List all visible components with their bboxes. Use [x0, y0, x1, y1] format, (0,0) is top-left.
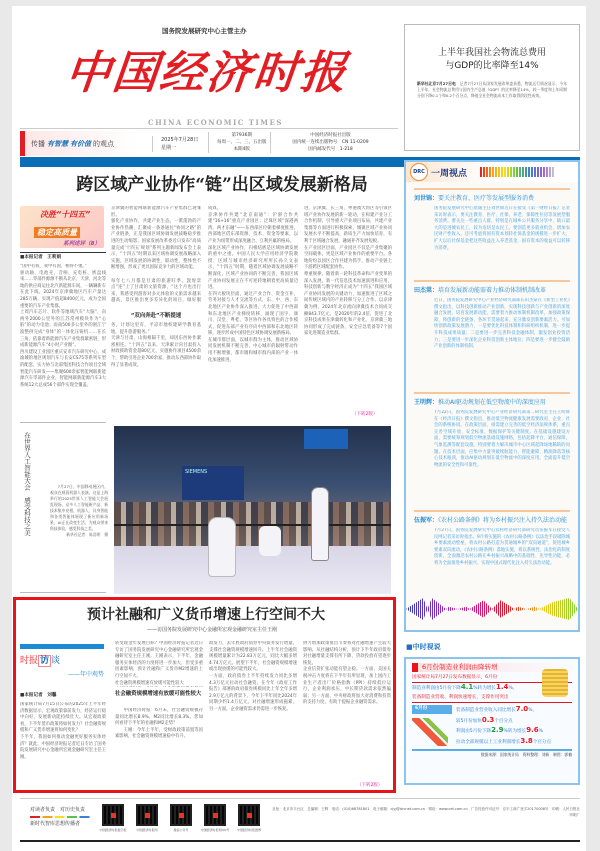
slogan-post: 的观点 — [93, 139, 114, 148]
drc-item-headline: 田杰棠：培育发展新动能需着力推动体制机制改革 — [414, 280, 570, 294]
slogan-banner — [20, 131, 138, 156]
photo-caption: 7月27日，中国移动展区内，观众在观看机器人表演。这是上海举行的2025世界人工智能大会展览现场，众多人工智能新产品、新技术集中亮相，机器人、具身智能和各类智能体展现了新应用新场景，AI正在改变生活，为观众带来科技体验，感受科技之美。 新华社记者 陈浩明 摄 — [50, 484, 108, 537]
info-line1: 国家统计局7月27日发布数据显示，6月份 — [412, 674, 572, 684]
info-title: 6月份制造业利润由降转增 — [412, 663, 572, 672]
info-stat3: 利润由5月份下降2.9%转为增长9.6% — [456, 726, 544, 734]
masthead-logo-en: CHINA ECONOMIC TIMES — [148, 118, 283, 127]
interview-continued[interactable]: （下转2版） — [357, 783, 383, 788]
slogan-wisdom: 有智慧 — [47, 139, 68, 148]
badge-line1: 决胜“十四五” — [40, 210, 91, 219]
qr-code-icon — [136, 804, 158, 826]
info-stat4: 拉动全部规模以上工业利润增长3.8个百分点 — [456, 736, 552, 745]
railing — [114, 524, 391, 526]
qr-code[interactable] — [164, 804, 198, 832]
sponsor-line: 国务院发展研究中心主管主办 — [162, 27, 247, 35]
drc-item[interactable] — [406, 182, 578, 274]
info-stat1: 装备制造业营业收入同比增长7.0%， — [456, 705, 538, 713]
info-month-tag: 6月份 — [412, 705, 452, 714]
drc-item-headline: 刘世锦：要关注教育、医疗等发展型服务消费 — [414, 188, 570, 202]
robot-dog-2 — [259, 526, 281, 556]
interview-tag: 时报 访 谈 ——年中观势 — [20, 644, 104, 686]
lead-col-2-wrap — [111, 206, 201, 418]
page-count: 本期4版 — [233, 147, 250, 152]
badge-line2: 稳定高质量 — [34, 227, 80, 238]
masthead-logo: 中国经济时报 — [62, 46, 351, 99]
motto-1: 对读者负责 对历史负责 — [30, 807, 86, 813]
slogan-pre: 传播 — [31, 139, 45, 148]
qr-label: 微信公众号 — [173, 828, 189, 832]
publisher-info — [270, 132, 390, 153]
issue-info — [208, 132, 275, 153]
info-source: 数据来源：国家统计局 资料整理：刘新 制图：郭楠 — [412, 749, 572, 760]
post-code: 国内邮发代号 1-218 — [308, 147, 353, 152]
drc-item-body: 国务院发展研究中心原副主任刘世锦近日在接受《第一财经日报》记者采访时表示，要关注教育、医疗、社保、养老、保障性住房等发展型服务消费。要关注一些重点人群，特别是在城乡公共服务分享中，缺口最大的是进城农民工，较为迫切是农民工。要创造更多就业机会，增加农民财产性收入。还可考虑将国有资本划转社保基金的规模进一步扩大，扩大以后社保基金把这些收益注入养老基金，国有资本的收益可以转移为消费。 — [434, 206, 570, 251]
publisher: 中国经济时报社出版 — [310, 133, 351, 138]
series-badge — [20, 206, 104, 248]
drc-spectrum — [480, 167, 555, 177]
photo-side-title: 在世界人工智能大会 感受科技之美 — [23, 432, 31, 536]
qr-label: 中国经济时报网 — [136, 828, 158, 832]
qr-code[interactable] — [96, 804, 130, 832]
drc-header — [406, 162, 578, 182]
interview-subhead: 社会融资规模增速有放缓可能性较大 — [115, 691, 202, 697]
drc-item-headline: 王明辉：推动AI驱动规划在低空物流中的深度应用 — [414, 392, 570, 406]
badge-line3: 系列述评（8） — [63, 241, 100, 247]
drc-logo: DRC — [410, 163, 428, 181]
lead-col-3: 成效。 京津协作共建“北京南通”：沪浙合作共建“16+16”重点产业园区；泛珠区域“深港两湾，两才东融”——东西部区位朝着梯度推进，西部地区借东部资源、技术、资金等要素，以产业为纽带形成深度融合、互利共赢的格局。 深化区域产业协作，归根结底是区域协调发展的重中之重。中国人民大学应用经济学院教授、区域与城市经济研究所所长孙久文表示，“十四五”时期，随着区域协调发展战略不断深化，区域产业协同的不断完善，我国区域产业协同发展正在不可逆转地朝着更高质量迈进。 在四大板块层面，通过产业合作、资金互补、劳务对接与人才交流等方式，东、中、西、东北地区产业协作深入推进，大力促进了中西部和东北地区产业梯度转移，涌现了国字、颜川、汉堂、粤桂、等区协作各具特色的合作模式，促进东部产业有序向中西部和东北地区转移，逐步形成中国特色区域协调发展新格局。 在城市群层面，以城市群为主体，推动区域协同发展机制不断完善，中心城市的辐射带动作用不断增强，都市圈和城市群内部的产业一体化加速推进。 — [208, 206, 298, 363]
footer-info: 社址：北京市丰台区 总编辑：王辉 电话：(010)68781801 电子邮箱：cjyj@drcnet.com.cn 网址：www.cet.com.cn 广告经营许可证号：京丰工商广登字20170008号 印刷：人民日报社印刷厂 — [272, 807, 580, 817]
weekday: 星期一 — [161, 145, 177, 151]
lead-col-1: “国中有我，我中有国，相得不弛。” 驱动轴、电池壳、音响、充电桩、底盘线束……零部件源源不断从北京、天津、河北等地的供应商运往北汽新能源车间，一辆辆新车在此下线。2024年京津冀地区汽车产量达285万辆，实现产值超8400亿元，成为全国重要的汽车产业集群。 上周汽车芯片、软件等地域汽车“大脑”，向两外2000公里外的江苏常州模块作为“心脏”的动力电池；而南500多公里外的浙江宁波整供完成“身体”的一体化压铸机……在长三角，依靠着新能源汽车产业集群紧密链，形成新能源汽车“4小时产业圈”。 西川建设工业园区重庆安市汽车研究中心，成渝城的地区规划汽车与长安CS75等系列车型的配套，实力协与北部集团科技合作项目全域智能汽车研发——集聚600余家智能网联新能源汽车零部件企业，智能网联新能源汽车3大系统12大总成56个部件实现全覆盖。 — [20, 264, 106, 388]
info-line2: 制造业利润由5月份下降4.1%转为增长1.4%， — [412, 683, 518, 691]
interview-col-2: 转变现金年发展目标？中国经济时报记者近日专访了国务院发展研究中心金融研究所宏观金融研究室主任王刚。王刚表示，下半年，金融服务实体经济的力度将进一步加大，但受多重因素影响，预计社融和广义货币M2增速的上行空间不大。 社会融资规模增速有放缓可能性较大 — [115, 641, 203, 686]
qr-code-icon — [170, 804, 192, 826]
drc-item[interactable] — [406, 274, 578, 386]
interview-byline: ■本报记者 刘馨 — [20, 693, 57, 698]
lead-headline[interactable]: 跨区域产业协作“链”出区域发展新格局 — [76, 175, 368, 195]
qr-label: 中国经济时报数字报 — [99, 828, 127, 832]
footer-rule — [20, 840, 580, 842]
motto-2: 新时代智库思想传播者 — [30, 821, 81, 827]
lead-continued[interactable]: （下转2版） — [352, 412, 378, 417]
info-stat2: 较5月份加快0.3个百分点 — [456, 715, 513, 724]
interview-subtitle: ——访国务院发展研究中心金融所宏观金融研究室主任王刚 — [146, 627, 277, 633]
drc-item-headline: 伍振军：《农村公路条例》将为乡村振兴注入持久法治动能 — [414, 510, 570, 524]
drc-item-body: 近日，国务院发展研究中心产业经济研究部部长田杰棠在《新型工业化》撰文指出，以科技创新推动产业创新，实现科技创新与产业创新的深度融合发展，培育发展新动能，需要着力推动体制机制改革。加强政策保障，将创新的全链条、各环节贯通起来，充分激发创新要素活力。可加快创新政策发展潜力，一是要优化科技体制和科研组织机制，进一步提升科技成果质量；二是要进一步完善科技金融体制，激发创业投资活力；三是要进一步深化企业科技创新主体地位；四是要进一步健全鼓励产业创新的体制机制。 — [434, 298, 570, 350]
lead-subhead: “双向奔赴”不断提速 — [130, 313, 182, 319]
lead-col-2: 京津冀的智能网联新能源汽车产业集群已现雏形。 强化产业协作，共建产业生态。一派蓬勃的产业协作热潮，汇聚成一条条通往“协同之路”的产业链条，正是我国区域协调发展战略稳步推进的生动缩影。国家发展改革委近日发布“高质量完成‘十四五’规划”系列主题新闻发布会上表示，“十四五”时期以来区域协调发展战略深入实施，区域发展的协调性、联动性、整体性不断增强，形成了更具国际竞争力的区域动能。 每年七八月都是甘肃的旅游旺季。敦煌景点“连”上了甘肃的文旅资源，“这个月也出行来，我感受到游客对多元体验的文旅需求越来越高，景区推出更多差异化的项目，做好服务，计划这里有，平凉市地校建研学教育基地，提升旅游服务。” 天津与甘肃，山海相隔千里，却因东西协作紧密相连。“十四五”以来，天津累计向甘肃投入财政援助资金超80亿元，实施协作项目4500余个，帮助引进企业700余家，推动东西部协作取得了显著成效。 — [111, 206, 201, 368]
qr-code[interactable] — [232, 804, 266, 832]
qr-code[interactable] — [198, 804, 232, 832]
infographic[interactable] — [404, 657, 580, 785]
top-news-box[interactable] — [404, 24, 580, 151]
news-photo-robots[interactable] — [114, 426, 391, 594]
issue-number: 第7936期 — [231, 133, 252, 138]
screen — [304, 429, 348, 449]
coin-stack-icon — [542, 669, 568, 697]
newspaper-page — [12, 6, 586, 851]
interview-col-3: 政发力，去年底政府债券中央债务发行增量，支撑社会融资规模增速回升。上半年社会融资规模增量累计为22.83万亿元，同比大幅多增4.74万亿元。展望下半年，社会融资规模增速或出现放缓的可能性较大。 一方面，政府债券上半年持续发力同比多增4.3万亿元拉动社会融资。在今年《政府工作报告》部署的政府债券规模同比上年全年多增2.9万亿元的背景下，今年下半年同比2024年同期少约1.4万亿元，对社融增速形成拖累。另一方面，企业融资需求仍需进一步恢复。 — [209, 641, 297, 712]
date: 2025年7月28日 — [161, 137, 199, 143]
drc-title: 一周视点 — [431, 168, 468, 179]
info-line3: 装备制造业营收、利润快速增长，支撑作用突出 — [412, 694, 572, 704]
schedule: 每周一、二、三、五出版 — [217, 140, 267, 145]
lead-col-4: 进，京津冀、长三角、粤港澳大湾区等引领区域产业协作发展的新一轮动，在构建产业分工合作机制，引导重大产业项目布局，共建产业集群等方面进行积极探索，城镇区域产业协同发展水平不断提高，新质生产力加快培育，有利于区域融合发展，融通补齐发展短板。 在产业园区层面，产业园区不仅是产业集聚的空间载体，更是区域产业协作的重要平台。各地纷纷以园区合作共建为抓手，推动产业链上下游跨区域配套协作。 尊重规律，随着新一轮科技革命和产业变革的深入发展，新一代信息技术加速演进和应用，科技创新与数字经济正成为“十四五”我国区域产业协同发展的关键动力，加速推进了区域之间传统区域内的产业转移与分工合作。以京津冀为例，2024年北京流向津冀技术合同成交额843.7亿元，是2020年的2.4倍，促进了北京科技成果在津冀转化和产业化，京津冀三地协同形成了完成链条，安全应急装备等7个国家先进制造业集群。 — [304, 206, 392, 337]
color-dash-bar — [30, 816, 92, 818]
qr-code-icon — [204, 804, 226, 826]
qr-code-icon — [238, 804, 260, 826]
issue-date — [152, 136, 198, 152]
footer-motto — [30, 806, 92, 828]
booth-sign: SIEMENS — [182, 466, 244, 500]
qr-code[interactable] — [130, 804, 164, 832]
top-news-title: 上半年我国社会物流总费用 与GDP的比率降至14% — [437, 48, 546, 71]
qr-code-row — [96, 804, 266, 832]
interview-col-2b: 中国经济时报：6月末，社会融资规模存量同比增长8.9%，M2同比增长8.3%。您如何看待下半年的社融和M2走势？ 王刚：今年上半年，受财政政策前置等因素影响，社会融资规模增速稳中有升。 — [115, 708, 203, 740]
up-arrows-icon — [412, 718, 448, 746]
interview-headline[interactable]: 预计社融和广义货币增速上行空间不大 — [87, 607, 325, 623]
section-title-video: ■中时视说 — [406, 643, 441, 651]
interview-col-1: 国家统计局7月15日公布的2025年上半年经济数据显示，宏观政策靠前发力，经济运行稳中向好，发展新动能持续壮大。从宏观政策看，下半年货币政策将如何发力？社会融资规模和广义货币增速将如何变化？ 下半年，我国如何推动金融更好服务实体经济？就此，中国经济时报记者近日专访了国务院发展研究中心金融所宏观金融研究室主任王刚。 — [20, 702, 106, 760]
drc-box — [404, 160, 580, 632]
sound-wave — [406, 598, 578, 620]
drc-item[interactable] — [406, 504, 578, 596]
drc-item[interactable] — [406, 386, 578, 504]
robot-dog-1 — [209, 518, 235, 576]
qr-label: 中国经济时报微博 — [236, 828, 261, 832]
cn-number: 国内统一连续出版物号 CN 11-0209 — [292, 140, 369, 145]
top-news-body: 新华社北京7月27日电 记者7月27日从国家发展改革委获悉，物流运行情况显示，今年上半年，社会物流总费用与国内生产总值（GDP）的比率降至14%，较一季度和上年同期分别下降0.1个和0.2个百分点，降低全社会物流成本工作取得阶段性成效。 — [417, 81, 567, 98]
drc-item-body: 7月27日，国务院发展研究中心农村经济研究部研究员伍振军在接受人民网记者采访时指出，9月将实施的《农村公路条例》以法治手段破除城乡要素流动壁垒，将农村公路打造为贯通城乡的“双向通道”，促进城乡要素双向流动。《农村公路条例》落地实施，将以系统性、法治化的制度创新，全面激活农村公路在乡村振兴战略中的基础性、先导性功能，必将为全面推进乡村振兴、实现中国式现代化注入持久法治动能。 — [434, 528, 570, 566]
qr-label: 中国经济时报网QQ号 — [200, 828, 230, 832]
lead-byline: ■本报记者 王莉娟 — [20, 255, 62, 260]
qr-code-icon — [102, 804, 124, 826]
slogan-value: 有价值 — [70, 139, 91, 148]
drc-item-body: 7月22日，国务院发展研究中心产业经济研究部第二研究室主任王明辉在《经济日报》撰文指出，推动低空物流健康发展需要政府、企业、社会的系统协同。在政策层面，亟需建立完善的低空经济法规体系，重点完善空域开放、安全标准、数据保护等关键制度。在基础设施建设方面，需要统筹规划低空物流基础设施网络，包括起降平台、通信保障、气象监测等配套设施，特别要着力解决城市中心区域起降场地稀缺的问题。在技术层面，应集中力量突破续航能力、智能避障、精准降落等核心技术瓶颈，推动AI驱动规划在低空物流中的深度应用，全面提升低空物流的安全性和可靠性。 — [434, 410, 570, 468]
humanoid-robot — [312, 488, 328, 560]
interview-col-4: 协力增加政策推出节奏将对社融增速产生较大影响。从社融结构分析，预计下半年政府债券对社融增量支撑有所下降，贷款投放有望逐步恢复。 企业信贷扩张动能有望企稳。一方面，美国关税冲击力度将在下半年有所显现，加上国内工业生产者出厂价格指数（PPI）持续低位运行，企业利润承压，中长期贷款需求依然偏弱；另一方面，中央财政将加大对消费和投资的支持力度，有助于提振企业融资需求。 — [303, 641, 391, 706]
